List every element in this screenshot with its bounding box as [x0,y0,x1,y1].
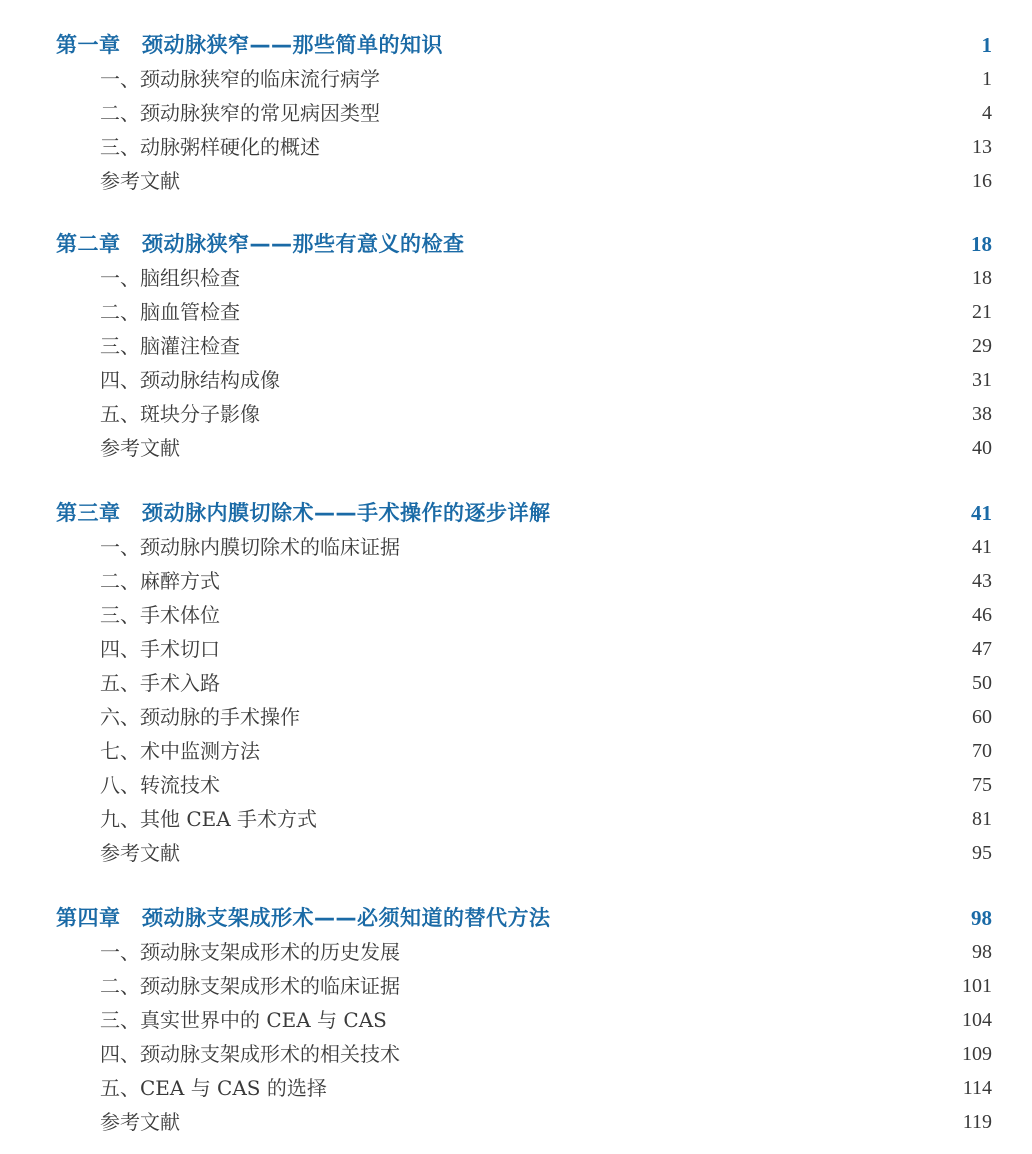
section-page-number: 1 [982,68,992,90]
references-title[interactable]: 参考文献 [100,1110,180,1134]
chapter-title[interactable]: 第三章 颈动脉内膜切除术——手术操作的逐步详解 [56,501,551,525]
section-page-number: 95 [972,842,992,864]
section-page-number: 18 [972,267,992,289]
section-title[interactable]: 五、CEA 与 CAS 的选择 [100,1076,327,1100]
references-title[interactable]: 参考文献 [100,841,180,865]
section-page-number: 50 [972,672,992,694]
section-page-number: 98 [972,941,992,963]
chapter-title[interactable]: 第二章 颈动脉狭窄——那些有意义的检查 [56,232,465,256]
section-title[interactable]: 九、其他 CEA 手术方式 [100,807,318,831]
section-page-number: 31 [972,369,992,391]
section-page-number: 40 [972,437,992,459]
chapter-title[interactable]: 第四章 颈动脉支架成形术——必须知道的替代方法 [56,906,551,930]
section-title[interactable]: 四、颈动脉支架成形术的相关技术 [100,1042,400,1066]
section-page-number: 104 [962,1009,992,1031]
chapter-page-number: 18 [971,232,992,256]
chapter-page-number: 41 [971,501,992,525]
section-title[interactable]: 七、术中监测方法 [100,739,260,763]
section-page-number: 13 [972,136,992,158]
section-page-number: 101 [962,975,992,997]
section-title[interactable]: 一、脑组织检查 [100,266,240,290]
section-page-number: 60 [972,706,992,728]
section-title[interactable]: 五、斑块分子影像 [100,402,260,426]
section-title[interactable]: 一、颈动脉支架成形术的历史发展 [100,940,400,964]
section-page-number: 46 [972,604,992,626]
section-title[interactable]: 二、麻醉方式 [100,569,220,593]
section-page-number: 21 [972,301,992,323]
section-page-number: 41 [972,536,992,558]
section-page-number: 4 [982,102,992,124]
section-page-number: 114 [962,1077,992,1099]
section-title[interactable]: 六、颈动脉的手术操作 [100,705,300,729]
references-title[interactable]: 参考文献 [100,436,180,460]
section-page-number: 38 [972,403,992,425]
section-page-number: 119 [962,1111,992,1133]
chapter-page-number: 98 [971,906,992,930]
section-page-number: 43 [972,570,992,592]
section-page-number: 75 [972,774,992,796]
section-title[interactable]: 五、手术入路 [100,671,220,695]
section-page-number: 47 [972,638,992,660]
section-title[interactable]: 二、颈动脉狭窄的常见病因类型 [100,101,380,125]
section-title[interactable]: 三、真实世界中的 CEA 与 CAS [100,1008,387,1032]
section-title[interactable]: 三、手术体位 [100,603,220,627]
section-title[interactable]: 一、颈动脉狭窄的临床流行病学 [100,67,380,91]
section-page-number: 70 [972,740,992,762]
section-page-number: 109 [962,1043,992,1065]
section-page-number: 29 [972,335,992,357]
section-title[interactable]: 二、颈动脉支架成形术的临床证据 [100,974,400,998]
section-title[interactable]: 三、动脉粥样硬化的概述 [100,135,320,159]
section-title[interactable]: 四、手术切口 [100,637,220,661]
references-title[interactable]: 参考文献 [100,169,180,193]
section-title[interactable]: 四、颈动脉结构成像 [100,368,280,392]
section-title[interactable]: 八、转流技术 [100,773,220,797]
section-page-number: 81 [972,808,992,830]
section-page-number: 16 [972,170,992,192]
section-title[interactable]: 三、脑灌注检查 [100,334,240,358]
chapter-title[interactable]: 第一章 颈动脉狭窄——那些简单的知识 [56,33,443,57]
section-title[interactable]: 一、颈动脉内膜切除术的临床证据 [100,535,400,559]
chapter-page-number: 1 [981,33,992,57]
section-title[interactable]: 二、脑血管检查 [100,300,240,324]
